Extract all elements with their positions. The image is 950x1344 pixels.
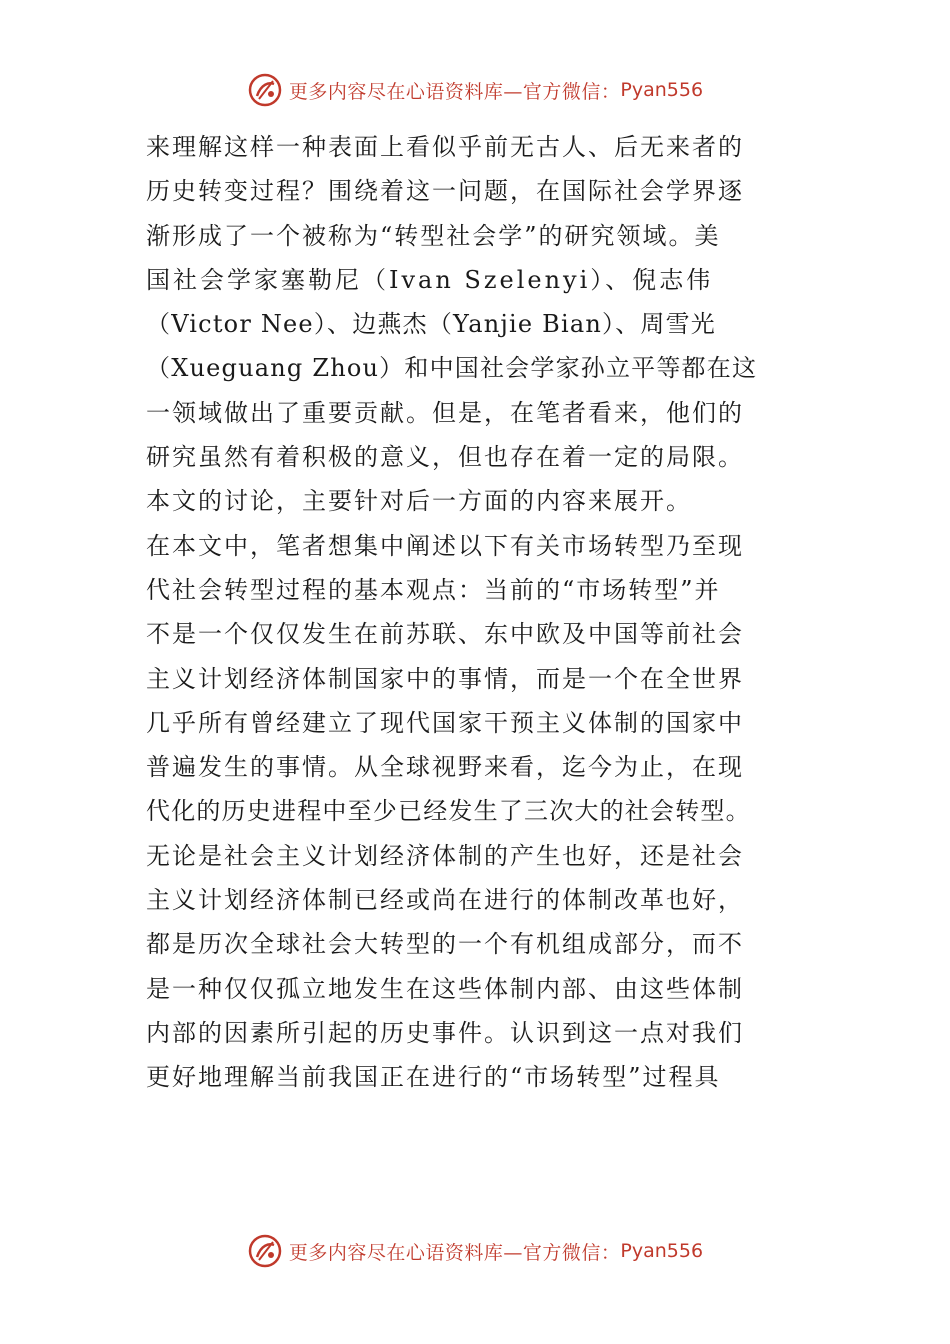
text-line: 无论是社会主义计划经济体制的产生也好，还是社会 <box>146 841 744 870</box>
text-line: 内部的因素所引起的历史事件。认识到这一点对我们 <box>146 1018 744 1047</box>
text-line: 本文的讨论，主要针对后一方面的内容来展开。 <box>146 487 692 516</box>
text-line: 几乎所有曾经建立了现代国家干预主义体制的国家中 <box>146 708 744 737</box>
text-line: （Xueguang Zhou）和中国社会学家孙立平等都在这 <box>146 354 758 383</box>
footer-watermark <box>0 1231 950 1271</box>
text-line: 是一种仅仅孤立地发生在这些体制内部、由这些体制 <box>146 974 744 1003</box>
text-line: 主义计划经济体制国家中的事情，而是一个在全世界 <box>146 664 744 693</box>
logo-icon <box>247 72 283 108</box>
text-line: 都是历次全球社会大转型的一个有机组成部分，而不 <box>146 930 744 959</box>
text-line: 在本文中，笔者想集中阐述以下有关市场转型乃至现 <box>146 531 744 560</box>
document-body <box>146 125 816 1100</box>
text-line: 更好地理解当前我国正在进行的“市场转型”过程具 <box>146 1063 721 1092</box>
watermark-wechat-id: Pyan556 <box>620 1240 704 1262</box>
text-line: 国社会学家塞勒尼（Ivan Szelenyi）、倪志伟 <box>146 265 714 294</box>
text-line: （Victor Nee）、边燕杰（Yanjie Bian）、周雪光 <box>146 310 717 339</box>
text-line: 主义计划经济体制已经或尚在进行的体制改革也好， <box>146 886 744 915</box>
text-line: 渐形成了一个被称为“转型社会学”的研究领域。美 <box>146 221 721 250</box>
header-watermark <box>0 70 950 110</box>
text-line: 历史转变过程？围绕着这一问题，在国际社会学界逐 <box>146 177 744 206</box>
text-line: 不是一个仅仅发生在前苏联、东中欧及中国等前社会 <box>146 620 744 649</box>
watermark-text: 更多内容尽在心语资料库—官方微信： <box>288 80 621 103</box>
text-line: 普遍发生的事情。从全球视野来看，迄今为止，在现 <box>146 753 744 782</box>
logo-icon <box>247 1233 283 1269</box>
watermark-text: 更多内容尽在心语资料库—官方微信： <box>288 1241 621 1264</box>
text-line: 一领域做出了重要贡献。但是，在笔者看来，他们的 <box>146 398 744 427</box>
text-line: 代社会转型过程的基本观点：当前的“市场转型”并 <box>146 575 721 604</box>
text-line: 来理解这样一种表面上看似乎前无古人、后无来者的 <box>146 133 744 161</box>
text-line: 代化的历史进程中至少已经发生了三次大的社会转型。 <box>146 797 751 826</box>
watermark-wechat-id: Pyan556 <box>620 79 704 101</box>
text-line: 研究虽然有着积极的意义，但也存在着一定的局限。 <box>146 443 744 472</box>
